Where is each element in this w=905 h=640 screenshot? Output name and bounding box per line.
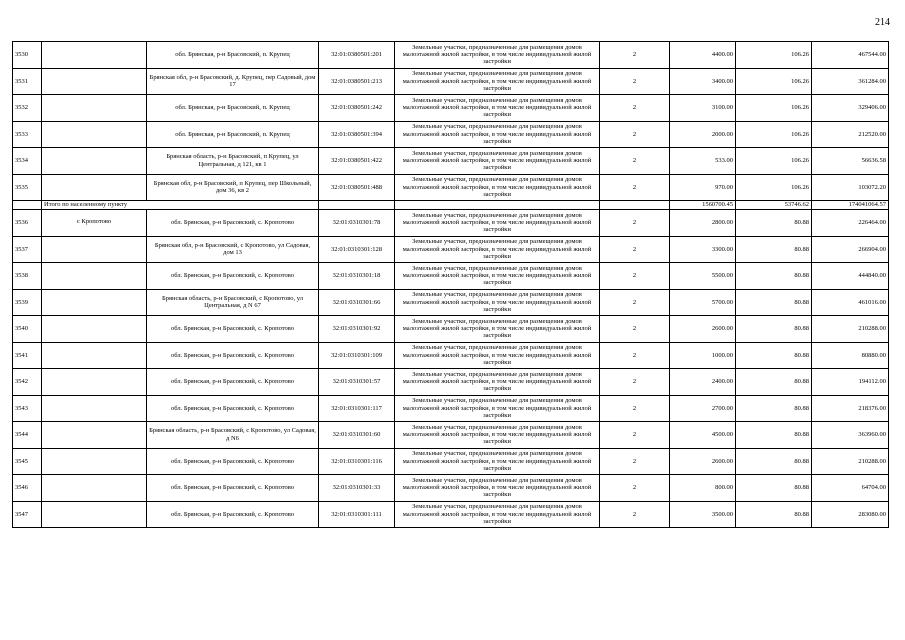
address-cell: Брянская область, р-н Брасовский, п Крупец, ул Центральная, д 121, кв 1 [147,148,319,175]
specific-value-cell: 80.88 [736,422,812,449]
area-cell: 5500.00 [670,263,736,290]
address-cell: Брянская обл, р-н Брасовский, с Кропотово, ул Садовая, дом 13 [147,236,319,263]
specific-value-cell: 106.26 [736,148,812,175]
cadastral-number-cell: 32:01:0310301:18 [319,263,395,290]
cadastral-value-cell: 461016.00 [812,289,889,316]
cadastral-value-cell: 194112.00 [812,369,889,396]
area-cell: 4500.00 [670,422,736,449]
specific-value-cell: 80.88 [736,210,812,237]
specific-value-cell: 80.88 [736,289,812,316]
settlement-cell [42,289,147,316]
table-row [13,501,889,528]
settlement-cell [42,422,147,449]
specific-value-cell: 106.26 [736,174,812,201]
specific-value-cell: 80.88 [736,369,812,396]
land-use-category-cell: Земельные участки, предназначенные для размещения домов малоэтажной жилой застройки, в том числе индивидуальной жилой застройки [395,210,600,237]
address-cell: Брянская обл, р-н Брасовский, д. Крупец, пер Садовый, дом 17 [147,68,319,95]
cadastral-number-cell: 32:01:0380501:422 [319,148,395,175]
settlement-cell [42,369,147,396]
cadastral-value-cell: 226464.00 [812,210,889,237]
row-number: 3536 [13,210,42,237]
land-use-category-cell: Земельные участки, предназначенные для размещения домов малоэтажной жилой застройки, в том числе индивидуальной жилой застройки [395,263,600,290]
row-number: 3534 [13,148,42,175]
group-cell: 2 [600,68,670,95]
specific-value-cell: 80.88 [736,342,812,369]
settlement-cell [42,342,147,369]
settlement-cell [42,448,147,475]
table-row [13,422,889,449]
specific-value-cell: 80.88 [736,501,812,528]
cadastral-value-cell: 266904.00 [812,236,889,263]
settlement-cell [42,95,147,122]
cadastral-value-cell: 103072.20 [812,174,889,201]
land-use-category-cell: Земельные участки, предназначенные для размещения домов малоэтажной жилой застройки, в том числе индивидуальной жилой застройки [395,148,600,175]
address-cell: Брянская область, р-н Брасовский, с Кропотово, ул Центральная, д N 67 [147,289,319,316]
table-row [13,148,889,175]
group-cell: 2 [600,289,670,316]
group-cell: 2 [600,236,670,263]
group-cell: 2 [600,42,670,69]
row-number: 3537 [13,236,42,263]
row-number: 3538 [13,263,42,290]
land-use-category-cell: Земельные участки, предназначенные для размещения домов малоэтажной жилой застройки, в том числе индивидуальной жилой застройки [395,342,600,369]
table-row [13,395,889,422]
address-cell: обл. Брянская, р-н Брасовский, с. Кропотово [147,475,319,502]
settlement-cell [42,501,147,528]
specific-value-cell: 80.88 [736,475,812,502]
settlement-cell [42,174,147,201]
cadastral-value-cell: 467544.00 [812,42,889,69]
specific-value-cell: 106.26 [736,68,812,95]
total-row [13,201,889,210]
area-cell: 2600.00 [670,316,736,343]
total-group-cell [600,201,670,210]
land-use-category-cell: Земельные участки, предназначенные для размещения домов малоэтажной жилой застройки, в том числе индивидуальной жилой застройки [395,95,600,122]
cadastral-value-cell: 363960.00 [812,422,889,449]
cadastral-number-cell: 32:01:0310301:128 [319,236,395,263]
table-row [13,316,889,343]
settlement-cell [42,68,147,95]
cadastral-number-cell: 32:01:0310301:60 [319,422,395,449]
settlement-cell [42,42,147,69]
settlement-cell [42,148,147,175]
cadastral-value-cell: 329406.00 [812,95,889,122]
page-number: 214 [875,17,890,28]
area-cell: 3100.00 [670,95,736,122]
area-cell: 5700.00 [670,289,736,316]
cadastral-number-cell: 32:01:0310301:66 [319,289,395,316]
total-area: 1560700.45 [670,201,736,210]
table-row [13,42,889,69]
cadastral-value-cell: 361284.00 [812,68,889,95]
cadastral-value-cell: 56636.58 [812,148,889,175]
total-category-cell [395,201,600,210]
group-cell: 2 [600,501,670,528]
settlement-cell [42,475,147,502]
cadastral-number-cell: 32:01:0310301:109 [319,342,395,369]
cadastral-number-cell: 32:01:0310301:111 [319,501,395,528]
land-use-category-cell: Земельные участки, предназначенные для размещения домов малоэтажной жилой застройки, в том числе индивидуальной жилой застройки [395,121,600,148]
area-cell: 533.00 [670,148,736,175]
row-number: 3530 [13,42,42,69]
table-row [13,236,889,263]
specific-value-cell: 106.26 [736,42,812,69]
group-cell: 2 [600,210,670,237]
settlement-cell [42,210,147,237]
cadastral-number-cell: 32:01:0310301:57 [319,369,395,396]
address-cell: обл. Брянская, р-н Брасовский, п. Крупец [147,121,319,148]
total-specific-value: 53746.62 [736,201,812,210]
row-number: 3531 [13,68,42,95]
cadastral-number-cell: 32:01:0380501:394 [319,121,395,148]
specific-value-cell: 80.88 [736,316,812,343]
table-row [13,475,889,502]
address-cell: обл. Брянская, р-н Брасовский, с. Кропотово [147,316,319,343]
land-use-category-cell: Земельные участки, предназначенные для размещения домов малоэтажной жилой застройки, в том числе индивидуальной жилой застройки [395,316,600,343]
table-row [13,263,889,290]
settlement-cell [42,121,147,148]
row-number: 3542 [13,369,42,396]
table-row [13,210,889,237]
specific-value-cell: 80.88 [736,448,812,475]
table-row [13,342,889,369]
table-row [13,448,889,475]
area-cell: 800.00 [670,475,736,502]
cadastral-number-cell: 32:01:0310301:92 [319,316,395,343]
land-use-category-cell: Земельные участки, предназначенные для размещения домов малоэтажной жилой застройки, в том числе индивидуальной жилой застройки [395,475,600,502]
area-cell: 3400.00 [670,68,736,95]
cadastral-value-cell: 80880.00 [812,342,889,369]
group-cell: 2 [600,448,670,475]
row-number: 3547 [13,501,42,528]
group-cell: 2 [600,174,670,201]
total-row-number [13,201,42,210]
land-use-category-cell: Земельные участки, предназначенные для размещения домов малоэтажной жилой застройки, в том числе индивидуальной жилой застройки [395,395,600,422]
settlement-cell [42,395,147,422]
area-cell: 4400.00 [670,42,736,69]
cadastral-number-cell: 32:01:0380501:242 [319,95,395,122]
table-row [13,121,889,148]
cadastral-number-cell: 32:01:0380501:213 [319,68,395,95]
cadastral-value-cell: 64704.00 [812,475,889,502]
group-cell: 2 [600,316,670,343]
area-cell: 2600.00 [670,448,736,475]
row-number: 3533 [13,121,42,148]
table-row [13,174,889,201]
land-use-category-cell: Земельные участки, предназначенные для размещения домов малоэтажной жилой застройки, в том числе индивидуальной жилой застройки [395,448,600,475]
settlement-cell [42,263,147,290]
row-number: 3539 [13,289,42,316]
group-cell: 2 [600,475,670,502]
group-cell: 2 [600,422,670,449]
cadastral-number-cell: 32:01:0310301:33 [319,475,395,502]
row-number: 3543 [13,395,42,422]
specific-value-cell: 80.88 [736,236,812,263]
address-cell: обл. Брянская, р-н Брасовский, с. Кропотово [147,448,319,475]
address-cell: обл. Брянская, р-н Брасовский, с. Кропотово [147,395,319,422]
area-cell: 2700.00 [670,395,736,422]
area-cell: 2800.00 [670,210,736,237]
cadastral-value-cell: 218376.00 [812,395,889,422]
land-use-category-cell: Земельные участки, предназначенные для размещения домов малоэтажной жилой застройки, в том числе индивидуальной жилой застройки [395,236,600,263]
address-cell: обл. Брянская, р-н Брасовский, с. Кропотово [147,501,319,528]
row-number: 3544 [13,422,42,449]
row-number: 3540 [13,316,42,343]
table-row [13,369,889,396]
row-number: 3535 [13,174,42,201]
cadastral-value-cell: 212520.00 [812,121,889,148]
cadastral-number-cell: 32:01:0310301:116 [319,448,395,475]
cadastral-value-cell: 283080.00 [812,501,889,528]
group-cell: 2 [600,263,670,290]
row-number: 3545 [13,448,42,475]
land-use-category-cell: Земельные участки, предназначенные для размещения домов малоэтажной жилой застройки, в том числе индивидуальной жилой застройки [395,68,600,95]
row-number: 3541 [13,342,42,369]
area-cell: 970.00 [670,174,736,201]
address-cell: Брянская обл, р-н Брасовский, п Крупец, пер Школьный, дом 36, кв 2 [147,174,319,201]
specific-value-cell: 106.26 [736,95,812,122]
group-cell: 2 [600,95,670,122]
row-number: 3532 [13,95,42,122]
area-cell: 3300.00 [670,236,736,263]
group-cell: 2 [600,395,670,422]
table-row [13,68,889,95]
land-use-category-cell: Земельные участки, предназначенные для размещения домов малоэтажной жилой застройки, в том числе индивидуальной жилой застройки [395,422,600,449]
address-cell: Брянская область, р-н Брасовский, с Кропотово, ул Садовая, д N6 [147,422,319,449]
area-cell: 2400.00 [670,369,736,396]
address-cell: обл. Брянская, р-н Брасовский, с. Кропотово [147,210,319,237]
land-use-category-cell: Земельные участки, предназначенные для размещения домов малоэтажной жилой застройки, в том числе индивидуальной жилой застройки [395,289,600,316]
area-cell: 1000.00 [670,342,736,369]
settlement-name: с Кропотово [76,218,112,226]
cadastral-value-cell: 444840.00 [812,263,889,290]
address-cell: обл. Брянская, р-н Брасовский, с. Кропотово [147,263,319,290]
total-label: Итого по населенному пункту [42,201,319,210]
table-row [13,289,889,316]
address-cell: обл. Брянская, р-н Брасовский, с. Кропотово [147,369,319,396]
row-number: 3546 [13,475,42,502]
total-cadastral-value: 174041064.57 [812,201,889,210]
cadastral-number-cell: 32:01:0380501:201 [319,42,395,69]
specific-value-cell: 106.26 [736,121,812,148]
land-use-category-cell: Земельные участки, предназначенные для размещения домов малоэтажной жилой застройки, в том числе индивидуальной жилой застройки [395,174,600,201]
land-use-category-cell: Земельные участки, предназначенные для размещения домов малоэтажной жилой застройки, в том числе индивидуальной жилой застройки [395,501,600,528]
area-cell: 3500.00 [670,501,736,528]
specific-value-cell: 80.88 [736,395,812,422]
land-use-category-cell: Земельные участки, предназначенные для размещения домов малоэтажной жилой застройки, в том числе индивидуальной жилой застройки [395,369,600,396]
table-row [13,95,889,122]
address-cell: обл. Брянская, р-н Брасовский, п. Крупец [147,95,319,122]
address-cell: обл. Брянская, р-н Брасовский, с. Кропотово [147,342,319,369]
total-cadastral-cell [319,201,395,210]
specific-value-cell: 80.88 [736,263,812,290]
cadastral-value-table [12,41,889,528]
settlement-cell [42,316,147,343]
group-cell: 2 [600,121,670,148]
cadastral-number-cell: 32:01:0380501:488 [319,174,395,201]
land-use-category-cell: Земельные участки, предназначенные для размещения домов малоэтажной жилой застройки, в том числе индивидуальной жилой застройки [395,42,600,69]
cadastral-value-cell: 210288.00 [812,448,889,475]
group-cell: 2 [600,148,670,175]
address-cell: обл. Брянская, р-н Брасовский, п. Крупец [147,42,319,69]
cadastral-value-cell: 210288.00 [812,316,889,343]
settlement-cell [42,236,147,263]
table-body [13,42,889,528]
group-cell: 2 [600,369,670,396]
cadastral-number-cell: 32:01:0310301:117 [319,395,395,422]
area-cell: 2000.00 [670,121,736,148]
group-cell: 2 [600,342,670,369]
cadastral-number-cell: 32:01:0310301:78 [319,210,395,237]
